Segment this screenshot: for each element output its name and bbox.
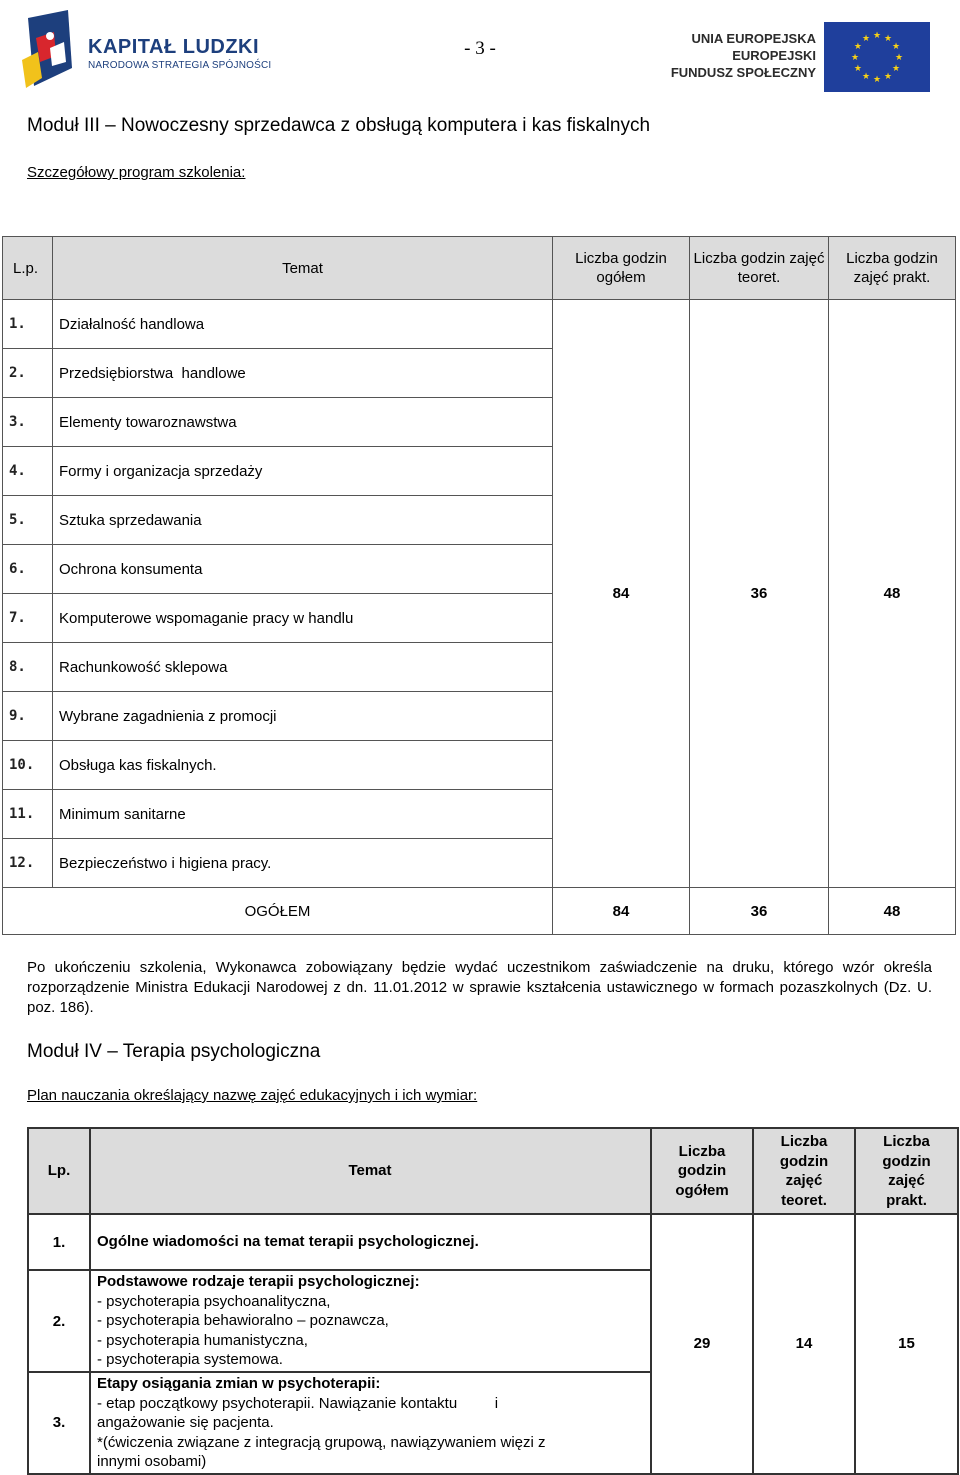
header-line: godzin xyxy=(882,1152,931,1170)
summary-row xyxy=(3,888,956,935)
row-number: 3. xyxy=(3,398,53,447)
hours-total-cell: 84 xyxy=(553,300,690,888)
table-row xyxy=(28,1214,958,1270)
row-number: 4. xyxy=(3,447,53,496)
col-header-theory xyxy=(753,1128,855,1214)
page-number: - 3 - xyxy=(464,38,496,59)
eu-star-icon: ★ xyxy=(850,52,860,62)
row-line: - psychoterapia behawioralno – poznawcza, xyxy=(97,1312,389,1329)
row-line: - psychoterapia humanistyczna, xyxy=(97,1331,308,1349)
eu-star-icon: ★ xyxy=(861,32,871,43)
module4-plan-table xyxy=(27,1127,959,1475)
table-header-row xyxy=(28,1128,958,1214)
col-header-lp: L.p. xyxy=(3,237,53,300)
module4-subtitle: Plan nauczania określający nazwę zajęć edukacyjnych i ich wymiar: xyxy=(27,1087,478,1104)
row-line: angażowanie się pacjenta. xyxy=(97,1414,274,1431)
row-number: 6. xyxy=(3,545,53,594)
eu-star-icon: ★ xyxy=(872,30,882,40)
eu-text xyxy=(668,30,816,81)
eu-star-icon: ★ xyxy=(892,41,901,51)
row-topic: Działalność handlowa xyxy=(53,300,553,349)
col-header-theory: Liczba godzin zajęć teoret. xyxy=(690,237,829,300)
header-line: prakt. xyxy=(886,1191,927,1209)
row-number: 5. xyxy=(3,496,53,545)
hours-practice-cell: 48 xyxy=(829,300,956,888)
row-topic: Minimum sanitarne xyxy=(53,790,553,839)
header-line: godzin xyxy=(677,1162,727,1180)
header-line: ogółem xyxy=(675,1181,729,1199)
eu-star-icon: ★ xyxy=(892,63,901,73)
row-topic: Elementy towaroznawstwa xyxy=(53,398,553,447)
row-topic: Przedsiębiorstwa handlowe xyxy=(53,349,553,398)
header-line: zajęć xyxy=(785,1172,823,1189)
row-heading: Etapy osiągania zmian w psychoterapii: xyxy=(97,1375,381,1392)
module4-title: Moduł IV – Terapia psychologiczna xyxy=(27,1041,321,1062)
completion-paragraph: Po ukończeniu szkolenia, Wykonawca zobowiązany będzie wydać uczestnikom zaświadczenie na druku, którego wzór określa rozporządzenie Ministra Edukacji Narodowej z dn. 11.01.2012 w sprawie kształcenia ustawicznego w formach pozaszkolnych (Dz. U. poz. 186). xyxy=(27,959,932,1016)
row-line: - etap początkowy psychoterapii. Nawiązanie kontaktu i xyxy=(97,1394,499,1412)
header-line: Liczba xyxy=(780,1133,828,1150)
row-topic: Sztuka sprzedawania xyxy=(53,496,553,545)
row-number: 7. xyxy=(3,594,53,643)
col-header-lp: Lp. xyxy=(28,1128,90,1214)
module3-subtitle: Szczegółowy program szkolenia: xyxy=(27,164,246,181)
row-number: 1. xyxy=(28,1214,90,1270)
row-topic xyxy=(90,1270,651,1372)
row-topic: Rachunkowość sklepowa xyxy=(53,643,553,692)
row-number: 1. xyxy=(3,300,53,349)
module3-program-table xyxy=(2,236,956,935)
row-topic: Komputerowe wspomaganie pracy w handlu xyxy=(53,594,553,643)
hours-practice-cell: 15 xyxy=(855,1214,958,1474)
row-topic xyxy=(90,1372,651,1474)
row-topic: Obsługa kas fiskalnych. xyxy=(53,741,553,790)
row-number: 2. xyxy=(28,1270,90,1372)
header-line: Liczba xyxy=(678,1142,726,1160)
hours-total-cell: 29 xyxy=(651,1214,753,1474)
eu-star-icon: ★ xyxy=(853,63,862,73)
row-line: innymi osobami) xyxy=(97,1453,207,1470)
row-topic: Ochrona konsumenta xyxy=(53,545,553,594)
hours-theory-cell: 36 xyxy=(690,300,829,888)
eu-star-icon: ★ xyxy=(853,41,862,51)
summary-total: 84 xyxy=(553,888,690,935)
table-header-row xyxy=(3,237,956,300)
row-number: 11. xyxy=(3,790,53,839)
row-heading: Podstawowe rodzaje terapii psychologicznej: xyxy=(97,1273,420,1290)
kapital-ludzki-emblem-icon xyxy=(20,8,94,94)
row-number: 10. xyxy=(3,741,53,790)
header-line: teoret. xyxy=(781,1191,827,1209)
eu-star-icon: ★ xyxy=(883,32,893,43)
eu-star-icon: ★ xyxy=(872,74,882,84)
row-number: 3. xyxy=(28,1372,90,1474)
module3-title: Moduł III – Nowoczesny sprzedawca z obsługą komputera i kas fiskalnych xyxy=(27,115,651,136)
summary-theory: 36 xyxy=(690,888,829,935)
summary-practice: 48 xyxy=(829,888,956,935)
row-number: 12. xyxy=(3,839,53,888)
row-topic: Wybrane zagadnienia z promocji xyxy=(53,692,553,741)
col-header-practice xyxy=(855,1128,958,1214)
col-header-topic: Temat xyxy=(90,1128,651,1214)
eu-star-icon: ★ xyxy=(861,71,871,82)
eu-star-icon: ★ xyxy=(894,52,904,62)
row-line: - psychoterapia psychoanalityczna, xyxy=(97,1292,331,1310)
kl-subtitle: NARODOWA STRATEGIA SPÓJNOŚCI xyxy=(88,60,272,71)
col-header-topic: Temat xyxy=(53,237,553,300)
row-topic: Bezpieczeństwo i higiena pracy. xyxy=(53,839,553,888)
row-topic: Formy i organizacja sprzedaży xyxy=(53,447,553,496)
summary-label: OGÓŁEM xyxy=(3,888,553,935)
row-topic: Ogólne wiadomości na temat terapii psychologicznej. xyxy=(90,1214,651,1270)
hours-theory-cell: 14 xyxy=(753,1214,855,1474)
col-header-total: Liczba godzin ogółem xyxy=(553,237,690,300)
eu-line: FUNDUSZ SPOŁECZNY xyxy=(670,65,816,80)
eu-line: UNIA EUROPEJSKA xyxy=(691,31,816,46)
eu-flag-icon xyxy=(824,22,930,92)
row-line: - psychoterapia systemowa. xyxy=(97,1351,283,1368)
eu-line: EUROPEJSKI xyxy=(732,48,816,63)
col-header-total xyxy=(651,1128,753,1214)
col-header-practice: Liczba godzin zajęć prakt. xyxy=(829,237,956,300)
header-line: zajęć xyxy=(888,1172,925,1189)
row-line: *(ćwiczenia związane z integracją grupową, nawiązywaniem więzi z xyxy=(97,1433,546,1451)
header-line: godzin xyxy=(779,1152,829,1170)
eu-star-icon: ★ xyxy=(883,71,893,82)
row-number: 2. xyxy=(3,349,53,398)
kl-title: KAPITAŁ LUDZKI xyxy=(88,36,260,58)
table-row xyxy=(3,300,956,349)
header-line: Liczba xyxy=(883,1133,930,1150)
row-number: 8. xyxy=(3,643,53,692)
row-number: 9. xyxy=(3,692,53,741)
